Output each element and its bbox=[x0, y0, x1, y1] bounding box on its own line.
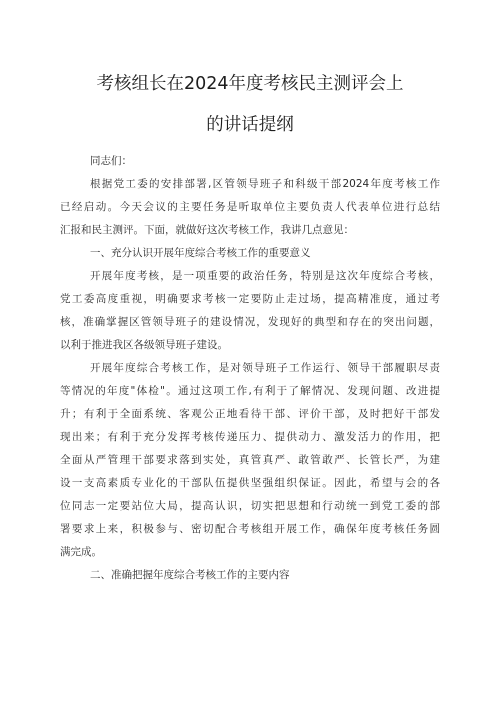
paragraph-2-line: 以利于推进我区各级领导班子建设。 bbox=[60, 339, 228, 351]
paragraph-3-line: 署要求上来，积极参与、密切配合考核组开展工作，确保年度考核任务圆 bbox=[60, 523, 440, 535]
document-title-line-2: 的讲话提纲 bbox=[206, 115, 294, 135]
section-heading-2: 二、准确把握年度综合考核工作的主要内容 bbox=[90, 569, 290, 581]
paragraph-3-line: 等情况的年度"体检"。通过这项工作,有利于了解情况、发现问题、改进提 bbox=[60, 385, 440, 397]
paragraph-3-line: 满完成。 bbox=[60, 546, 102, 558]
paragraph-3-line: 全面从严管理干部要求落到实处，真管真严、敢管敢严、长管长严，为建 bbox=[60, 454, 440, 466]
document-body bbox=[60, 150, 440, 587]
section-heading-1: 一、充分认识开展年度综合考核工作的重要意义 bbox=[90, 247, 311, 259]
paragraph-3-line: 位同志一定要站位大局，提高认识，切实把思想和行动统一到党工委的部 bbox=[60, 500, 440, 512]
paragraph-3-line: 升；有利于全面系统、客观公正地看待干部、评价干部，及时把好干部发 bbox=[60, 408, 440, 420]
paragraph-1-line: 已经启动。今天会议的主要任务是听取单位主要负责人代表单位进行总结 bbox=[60, 201, 440, 213]
paragraph-2-line: 开展年度考核，是一项重要的政治任务，特别是这次年度综合考核， bbox=[90, 270, 440, 282]
paragraph-2-line: 核，准确掌握区管领导班子的建设情况，发现好的典型和存在的突出问题， bbox=[60, 316, 440, 328]
paragraph-1-line: 汇报和民主测评。下面，就做好这次考核工作，我讲几点意见： bbox=[60, 224, 354, 236]
document-title-line-1: 考核组长在2024年度考核民主测评会上 bbox=[96, 74, 404, 94]
paragraph-3-line: 开展年度综合考核工作，是对领导班子工作运行、领导干部履职尽责 bbox=[90, 362, 440, 374]
paragraph-3-line: 设一支高素质专业化的干部队伍提供坚强组织保证。因此，希望与会的各 bbox=[60, 477, 440, 489]
paragraph-3-line: 现出来；有利于充分发挥考核传递压力、提供动力、激发活力的作用，把 bbox=[60, 431, 440, 443]
salutation: 同志们： bbox=[90, 155, 132, 167]
paragraph-1-line: 根据党工委的安排部署,区管领导班子和科级干部2024年度考核工作 bbox=[90, 178, 440, 190]
paragraph-2-line: 党工委高度重视，明确要求考核一定要防止走过场，提高精准度，通过考 bbox=[60, 293, 440, 305]
